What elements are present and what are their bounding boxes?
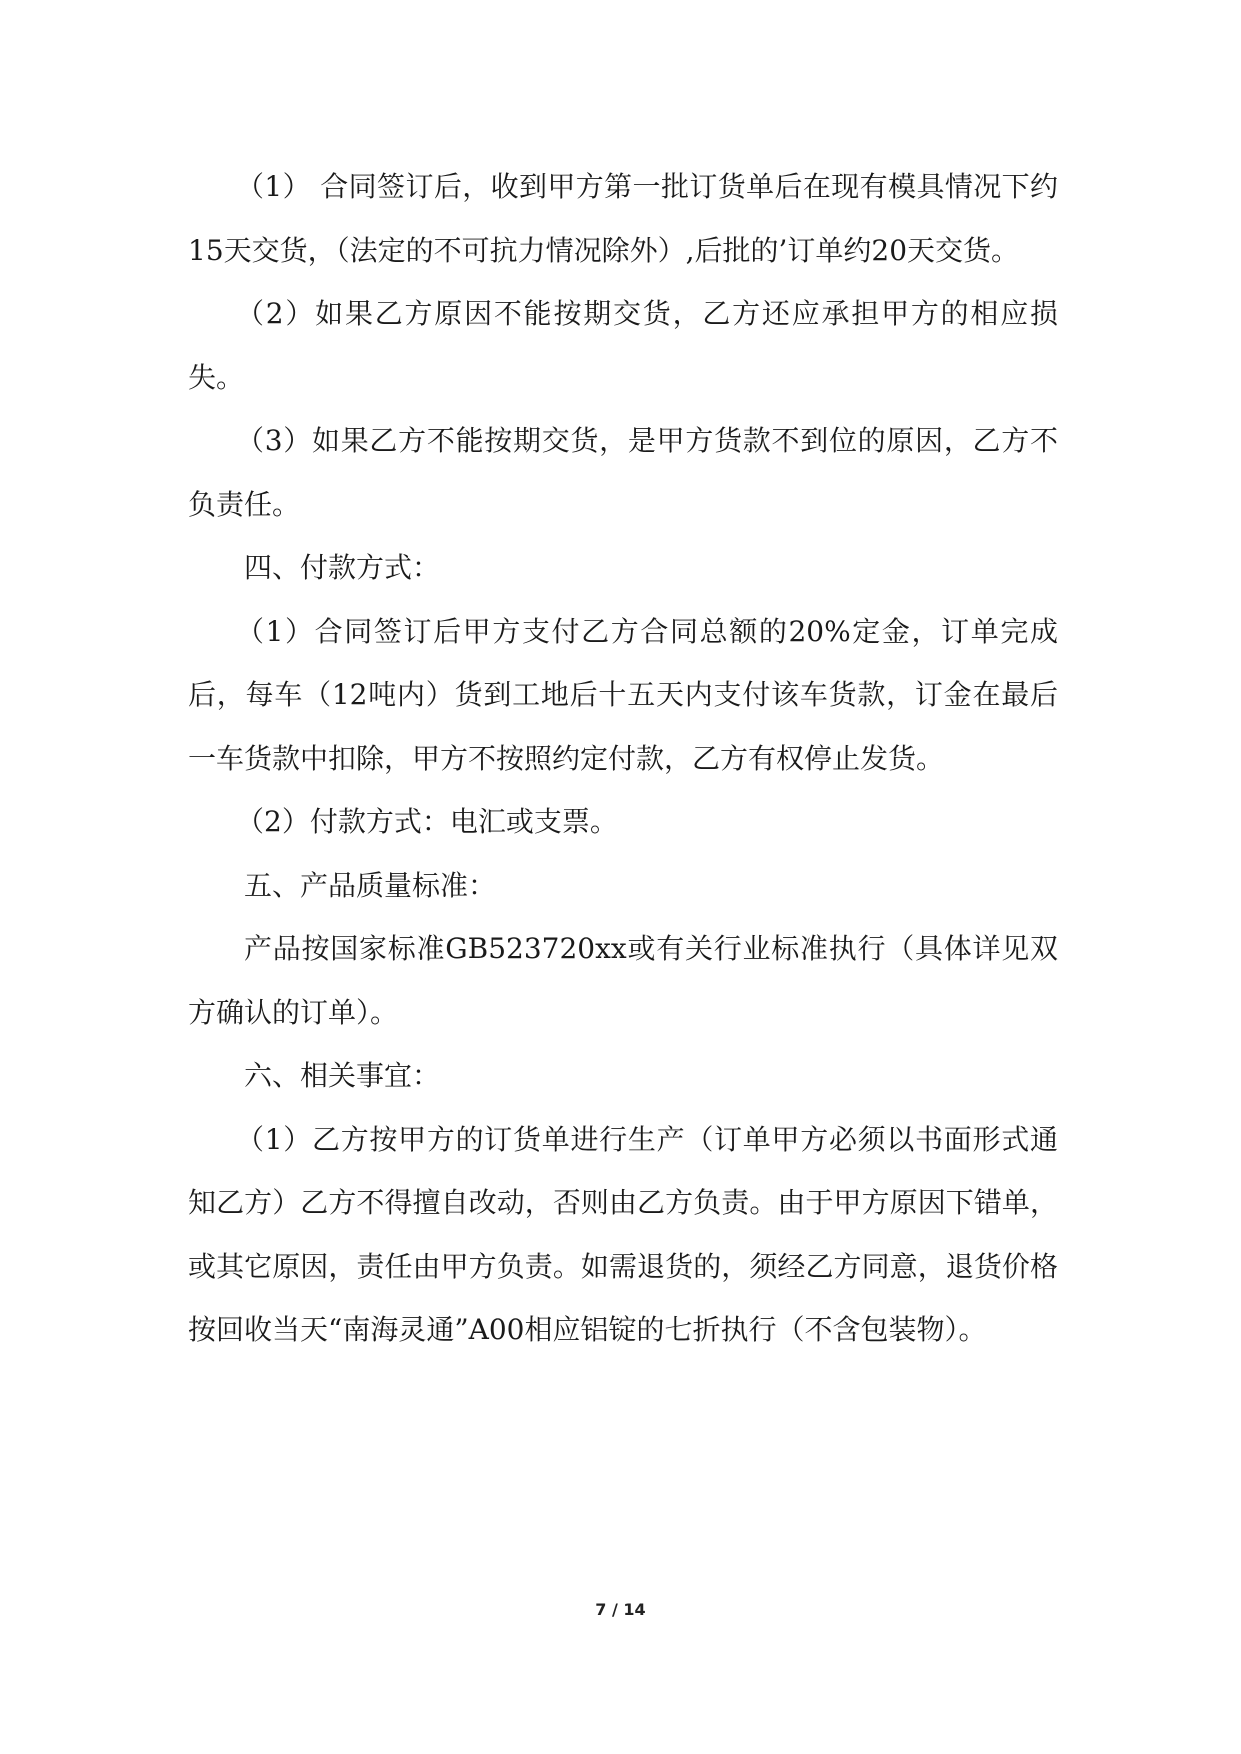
page-number: 7 / 14 bbox=[595, 1600, 646, 1619]
section-heading-quality: 五、产品质量标准： bbox=[244, 868, 497, 902]
paragraph-related-1: （1）乙方按甲方的订货单进行生产（订单甲方必须以书面形式通知乙方）乙方不得擅自改动，否则由乙方负责。由于甲方原因下错单，或其它原因，责任由甲方负责。如需退货的，须经乙方同意，退货价格按回收当天“南海灵通”A00相应铝锭的七折执行（不含包装物）。 bbox=[188, 1122, 1058, 1346]
paragraph-quality-standard: 产品按国家标准GB523720xx或有关行业标准执行（具体详见双方确认的订单）。 bbox=[188, 932, 1058, 1029]
paragraph-delivery-3: （3）如果乙方不能按期交货，是甲方货款不到位的原因，乙方不负责任。 bbox=[188, 424, 1058, 521]
section-heading-related-matters: 六、相关事宜： bbox=[244, 1059, 441, 1092]
paragraph-payment-2: （2）付款方式：电汇或支票。 bbox=[236, 805, 618, 838]
section-heading-payment: 四、付款方式： bbox=[244, 551, 441, 584]
document-body bbox=[188, 155, 1058, 1362]
paragraph-delivery-2: （2）如果乙方原因不能按期交货，乙方还应承担甲方的相应损失。 bbox=[188, 297, 1058, 394]
paragraph-payment-1: （1）合同签订后甲方支付乙方合同总额的20%定金，订单完成后，每车（12吨内）货到工地后十五天内支付该车货款，订金在最后一车货款中扣除，甲方不按照约定付款，乙方有权停止发货。 bbox=[188, 614, 1058, 775]
paragraph-delivery-1: （1） 合同签订后，收到甲方第一批订货单后在现有模具情况下约15天交货，（法定的不可抗力情况除外）,后批的’订单约20天交货。 bbox=[188, 170, 1058, 267]
